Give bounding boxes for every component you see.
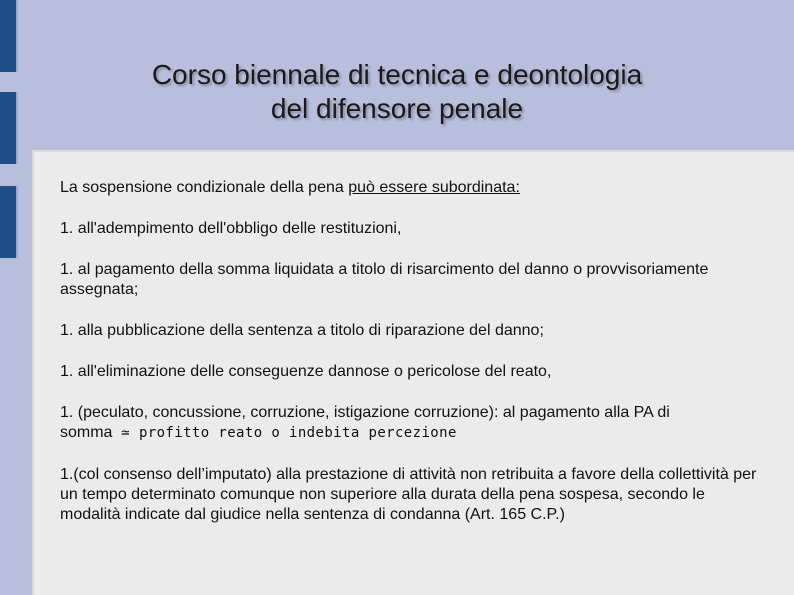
list-item-attivita-non-retribuita: 1.(col consenso dell’imputato) alla prestazione di attività non retribuita a favore della collettività per un tempo determinato comunque non superiore alla durata della pena sospesa, secondo le modalità indicate dal giudice nella sentenza di condanna (Art. 165 C.P.) [60,466,757,523]
slide-title-line-2: del difensore penale [270,93,524,124]
list-item-restituzioni: 1. all'adempimento dell'obbligo delle restituzioni, [60,220,402,237]
list-item-risarcimento: 1. al pagamento della somma liquidata a titolo di risarcimento del danno o provvisoriamente assegnata; [60,261,709,298]
slide-title [0,58,794,126]
list-item-pagamento-pa-line1: 1. (peculato, concussione, corruzione, istigazione corruzione): al pagamento alla PA di [60,404,670,421]
intro-paragraph [60,178,760,198]
list-item-pubblicazione: 1. alla pubblicazione della sentenza a titolo di riparazione del danno; [60,322,544,339]
intro-text: La sospensione condizionale della pena [60,179,349,196]
list-item-eliminazione: 1. all'eliminazione delle conseguenze dannose o pericolose del reato, [60,363,552,380]
slide-title-line-1: Corso biennale di tecnica e deontologia [151,59,643,90]
list-item-pagamento-pa-rest: ≃ profitto reato o indebita percezione [112,425,457,441]
accent-bar-bottom [0,186,18,258]
intro-underlined-text: può essere subordinata: [348,179,520,196]
list-item-pagamento-pa [60,403,760,443]
content-body [60,178,760,546]
list-item-pagamento-pa-somma: somma [60,424,113,441]
